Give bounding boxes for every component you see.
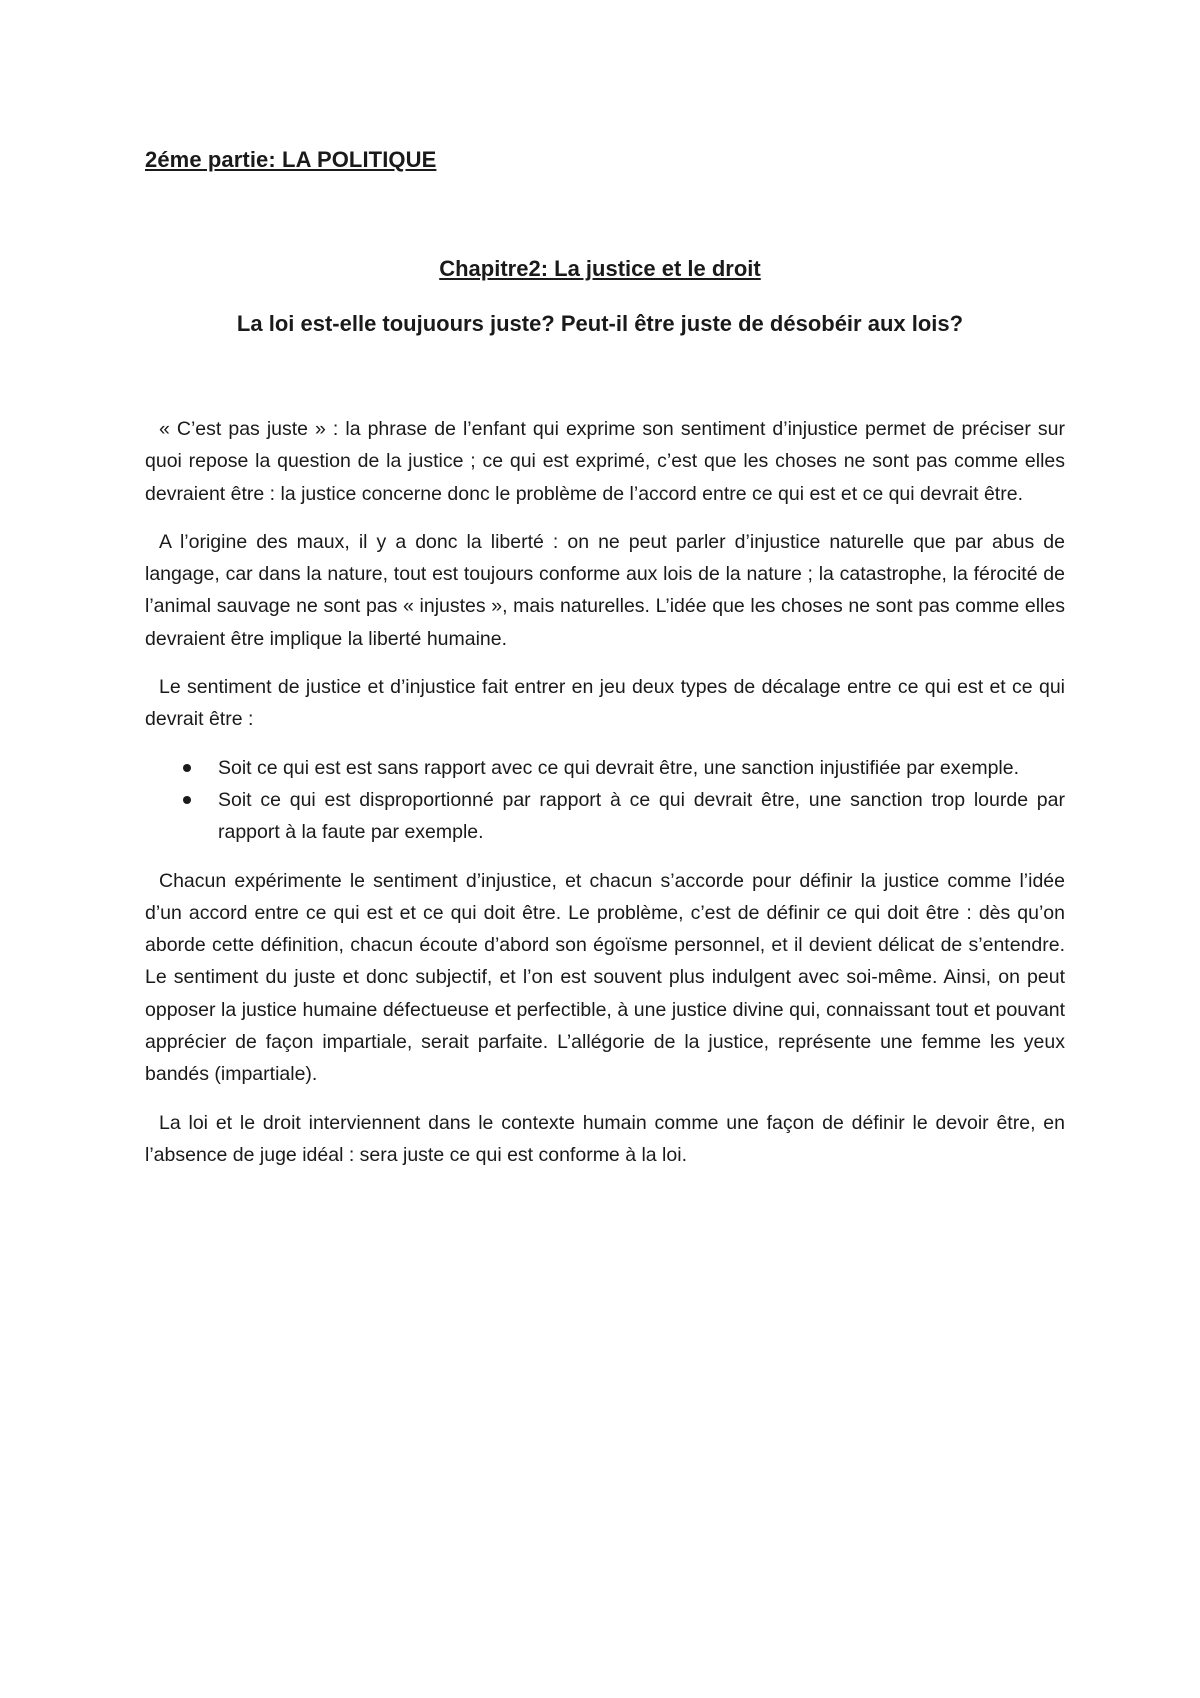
paragraph: A l’origine des maux, il y a donc la liberté : on ne peut parler d’injustice naturelle que par abus de langage, car dans la nature, tout est toujours conforme aux lois de la nature ; la catastrophe, la férocité de l’animal sauvage ne sont pas « injustes », mais naturelles. L’idée que les choses ne sont pas comme elles devraient être implique la liberté humaine. — [145, 530, 1065, 650]
list-item-text: Soit ce qui est est sans rapport avec ce qui devrait être, une sanction injustifiée par exemple. — [218, 756, 1020, 779]
bullet-icon — [183, 764, 191, 772]
list-item-text: Soit ce qui est disproportionné par rapport à ce qui devrait être, une sanction trop lourde par rapport à la faute par exemple. — [218, 788, 1065, 844]
list-item — [145, 784, 1065, 849]
bullet-icon — [183, 796, 191, 804]
part-title: 2éme partie: LA POLITIQUE — [145, 147, 437, 172]
document-body — [145, 413, 1065, 1187]
list-item — [145, 752, 1065, 784]
paragraph: « C’est pas juste » : la phrase de l’enfant qui exprime son sentiment d’injustice permet de préciser sur quoi repose la question de la justice ; ce qui est exprimé, c’est que les choses ne sont pas comme elles devraient être : la justice concerne donc le problème de l’accord entre ce qui est et ce qui devrait être. — [145, 418, 1065, 505]
bullet-list — [145, 752, 1065, 849]
paragraph: Le sentiment de justice et d’injustice fait entrer en jeu deux types de décalage entre ce qui est et ce qui devrait être : — [145, 676, 1065, 731]
paragraph: Chacun expérimente le sentiment d’injustice, et chacun s’accorde pour définir la justice comme l’idée d’un accord entre ce qui est et ce qui doit être. Le problème, c’est de définir ce qui doit être : dès qu’on aborde cette définition, chacun écoute d’abord son égoïsme personnel, et il devient délicat de s’entendre. Le sentiment du juste et donc subjectif, et l’on est souvent plus indulgent avec soi-même. Ainsi, on peut opposer la justice humaine défectueuse et perfectible, à une justice divine qui, connaissant tout et pouvant apprécier de façon impartiale, serait parfaite. L’allégorie de la justice, représente une femme les yeux bandés (impartiale). — [145, 869, 1065, 1086]
paragraph: La loi et le droit interviennent dans le contexte humain comme une façon de définir le devoir être, en l’absence de juge idéal : sera juste ce qui est conforme à la loi. — [145, 1111, 1065, 1166]
chapter-title: Chapitre2: La justice et le droit — [439, 256, 761, 281]
chapter-question: La loi est-elle toujuours juste? Peut-il être juste de désobéir aux lois? — [236, 311, 964, 336]
